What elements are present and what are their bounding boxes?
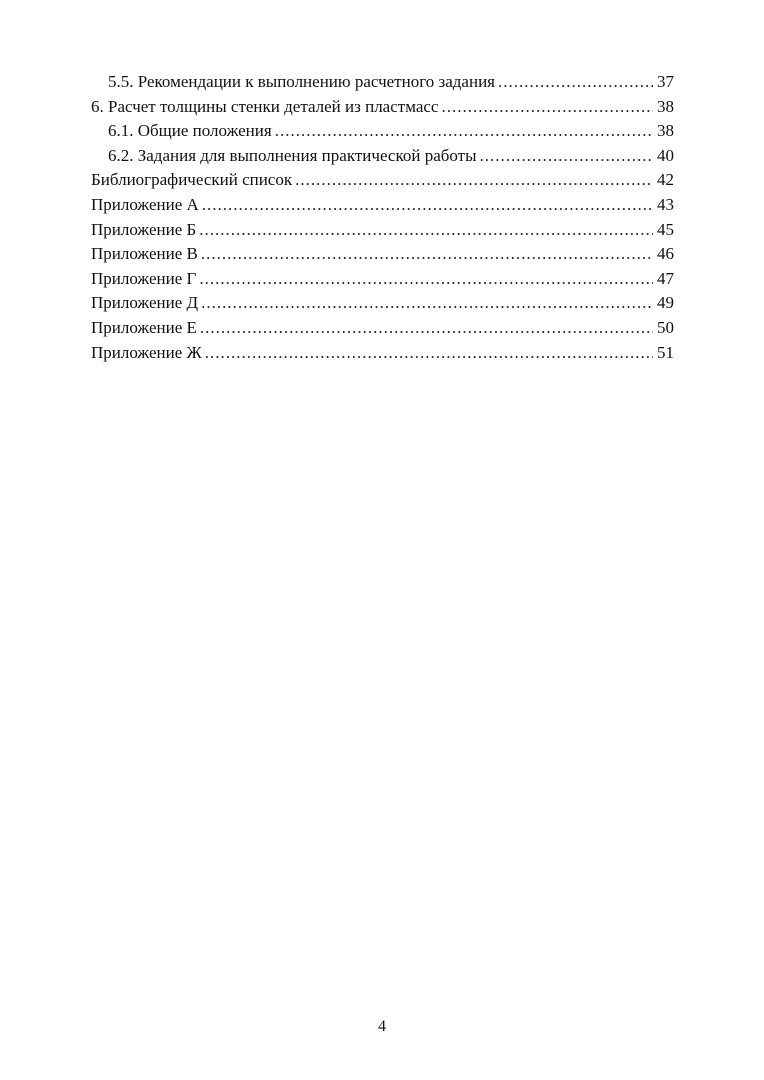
toc-dot-leader	[441, 95, 653, 120]
toc-entry-title: 6. Расчет толщины стенки деталей из пластмасс	[91, 96, 439, 116]
toc-dot-leader	[201, 242, 653, 267]
toc-entry-page: 45	[657, 219, 674, 239]
toc-entry-page: 47	[657, 268, 674, 288]
toc-entry-title: 5.5. Рекомендации к выполнению расчетного задания	[108, 72, 495, 91]
toc-entry-title: Приложение Д	[91, 293, 199, 313]
toc-entry-page: 43	[657, 194, 674, 214]
toc-entry-5-5[interactable]	[91, 70, 674, 95]
toc-entry-appendix-a[interactable]	[91, 193, 674, 218]
toc-entry-page: 38	[657, 121, 674, 141]
toc-entry-title: Приложение Е	[91, 317, 197, 337]
toc-entry-page: 42	[657, 170, 674, 190]
table-of-contents	[91, 70, 674, 365]
page-number: 4	[378, 1018, 386, 1035]
toc-dot-leader	[199, 267, 653, 292]
toc-entry-title: Приложение Ж	[91, 342, 202, 362]
toc-dot-leader	[480, 144, 653, 169]
toc-entry-appendix-v[interactable]	[91, 242, 674, 267]
toc-entry-page: 50	[657, 317, 674, 337]
toc-dot-leader	[498, 70, 653, 95]
toc-entry-appendix-d[interactable]	[91, 291, 674, 316]
toc-entry-appendix-b[interactable]	[91, 218, 674, 243]
toc-dot-leader	[200, 316, 653, 341]
toc-dot-leader	[201, 291, 653, 316]
toc-entry-appendix-g[interactable]	[91, 267, 674, 292]
toc-entry-6[interactable]	[91, 95, 674, 120]
toc-entry-title: Приложение Г	[91, 268, 197, 288]
toc-dot-leader	[205, 341, 653, 366]
toc-entry-page: 46	[657, 244, 674, 264]
toc-entry-6-1[interactable]	[91, 119, 674, 144]
toc-entry-title: Библиографический список	[91, 170, 293, 190]
toc-dot-leader	[199, 218, 653, 243]
toc-entry-title: Приложение В	[91, 244, 198, 264]
toc-entry-6-2[interactable]	[91, 144, 674, 169]
toc-dot-leader	[202, 193, 653, 218]
toc-entry-title: 6.1. Общие положения	[108, 121, 272, 141]
toc-entry-bibliography[interactable]	[91, 168, 674, 193]
toc-entry-appendix-e[interactable]	[91, 316, 674, 341]
toc-entry-page: 51	[657, 342, 674, 362]
toc-entry-page: 37	[657, 72, 674, 91]
toc-entry-title: Приложение Б	[91, 219, 197, 239]
toc-dot-leader	[275, 119, 653, 144]
toc-entry-appendix-zh[interactable]	[91, 341, 674, 366]
toc-entry-page: 38	[657, 96, 674, 116]
toc-entry-title: Приложение А	[91, 194, 199, 214]
toc-dot-leader	[295, 168, 653, 193]
toc-entry-page: 49	[657, 293, 674, 313]
toc-entry-title: 6.2. Задания для выполнения практической работы	[108, 145, 477, 165]
toc-entry-page: 40	[657, 145, 674, 165]
